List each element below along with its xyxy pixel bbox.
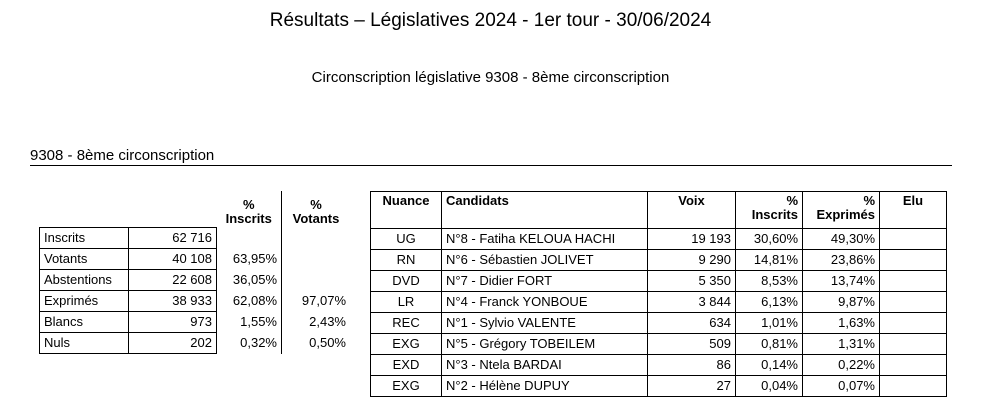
summary-body <box>40 228 351 354</box>
candidate-pct-inscrits: 6,13% <box>736 292 803 313</box>
candidate-nuance: RN <box>371 250 442 271</box>
candidate-pct-inscrits: 0,04% <box>736 376 803 397</box>
header-text: Votants <box>292 210 340 226</box>
candidate-row <box>371 271 947 292</box>
summary-pct-votants <box>282 270 351 291</box>
candidate-voix: 9 290 <box>648 250 736 271</box>
header-voix: Voix <box>648 192 736 229</box>
candidate-pct-exprimes: 0,22% <box>803 355 880 376</box>
candidate-nuance: LR <box>371 292 442 313</box>
summary-row <box>40 228 351 249</box>
summary-value: 22 608 <box>129 270 217 291</box>
candidate-elu <box>880 292 947 313</box>
summary-header-row <box>40 191 351 228</box>
candidate-name: N°5 - Grégory TOBEILEM <box>442 334 648 355</box>
summary-label: Exprimés <box>40 291 129 312</box>
candidates-header-row <box>371 192 947 229</box>
header-pct-inscrits <box>736 192 803 229</box>
summary-pct-inscrits: 0,32% <box>240 335 277 350</box>
candidates-table <box>370 191 947 397</box>
candidate-elu <box>880 313 947 334</box>
header-candidats: Candidats <box>442 192 648 229</box>
candidate-elu <box>880 229 947 250</box>
summary-pct-votants <box>282 249 351 270</box>
candidate-nuance: REC <box>371 313 442 334</box>
summary-row <box>40 249 351 270</box>
header-elu: Elu <box>880 192 947 229</box>
header-text: % <box>863 193 875 208</box>
candidate-pct-inscrits: 1,01% <box>736 313 803 334</box>
summary-pct-inscrits <box>217 228 282 249</box>
candidate-pct-inscrits: 0,81% <box>736 334 803 355</box>
candidate-name: N°8 - Fatiha KELOUA HACHI <box>442 229 648 250</box>
summary-row <box>40 270 351 291</box>
candidate-name: N°3 - Ntela BARDAI <box>442 355 648 376</box>
candidate-row <box>371 250 947 271</box>
candidate-name: N°6 - Sébastien JOLIVET <box>442 250 648 271</box>
candidate-pct-exprimes: 0,07% <box>803 376 880 397</box>
candidate-pct-inscrits: 8,53% <box>736 271 803 292</box>
candidate-name: N°1 - Sylvio VALENTE <box>442 313 648 334</box>
candidate-pct-inscrits: 14,81% <box>736 250 803 271</box>
summary-row <box>40 312 351 333</box>
header-text: Exprimés <box>816 207 875 222</box>
summary-header-empty <box>40 191 129 228</box>
candidate-pct-exprimes: 1,63% <box>803 313 880 334</box>
summary-table <box>39 191 350 354</box>
candidate-pct-exprimes: 9,87% <box>803 292 880 313</box>
section-title: 9308 - 8ème circonscription <box>30 147 952 166</box>
summary-label: Votants <box>40 249 129 270</box>
candidates-body <box>371 229 947 397</box>
page-title: Résultats – Législatives 2024 - 1er tour - 30/06/2024 <box>269 10 712 31</box>
candidate-row <box>371 355 947 376</box>
summary-row <box>40 291 351 312</box>
candidate-pct-exprimes: 1,31% <box>803 334 880 355</box>
candidate-row <box>371 334 947 355</box>
header-text: Inscrits <box>751 207 798 222</box>
candidate-pct-exprimes: 49,30% <box>803 229 880 250</box>
candidate-pct-exprimes: 23,86% <box>803 250 880 271</box>
summary-value: 973 <box>129 312 217 333</box>
header-pct-exprimes <box>803 192 880 229</box>
candidate-pct-inscrits: 0,14% <box>736 355 803 376</box>
summary-pct-inscrits: 1,55% <box>240 314 277 329</box>
summary-header-pct-votants <box>282 191 351 228</box>
header-text: % <box>786 193 798 208</box>
candidate-elu <box>880 271 947 292</box>
summary-pct-inscrits: 36,05% <box>232 272 277 287</box>
candidate-nuance: DVD <box>371 271 442 292</box>
summary-label: Blancs <box>40 312 129 333</box>
candidate-name: N°7 - Didier FORT <box>442 271 648 292</box>
candidate-voix: 634 <box>648 313 736 334</box>
candidate-elu <box>880 334 947 355</box>
page-subtitle: Circonscription législative 9308 - 8ème circonscription <box>311 69 670 86</box>
header-text: % <box>310 196 322 212</box>
candidate-pct-exprimes: 13,74% <box>803 271 880 292</box>
candidate-elu <box>880 355 947 376</box>
candidate-voix: 5 350 <box>648 271 736 292</box>
candidate-row <box>371 229 947 250</box>
summary-pct-votants: 2,43% <box>282 312 351 333</box>
candidate-nuance: UG <box>371 229 442 250</box>
summary-pct-inscrits: 63,95% <box>232 251 277 266</box>
summary-value: 202 <box>129 333 217 354</box>
summary-label: Abstentions <box>40 270 129 291</box>
summary-pct-votants <box>282 228 351 249</box>
candidate-row <box>371 292 947 313</box>
candidate-nuance: EXG <box>371 376 442 397</box>
summary-header-empty <box>129 191 217 228</box>
header-nuance: Nuance <box>371 192 442 229</box>
candidate-voix: 86 <box>648 355 736 376</box>
summary-row <box>40 333 351 354</box>
summary-pct-inscrits: 62,08% <box>232 293 277 308</box>
summary-label: Inscrits <box>40 228 129 249</box>
candidate-voix: 3 844 <box>648 292 736 313</box>
candidate-row <box>371 313 947 334</box>
candidate-name: N°2 - Hélène DUPUY <box>442 376 648 397</box>
candidate-voix: 509 <box>648 334 736 355</box>
candidate-row <box>371 376 947 397</box>
header-text: % <box>242 196 255 212</box>
summary-value: 38 933 <box>129 291 217 312</box>
summary-pct-votants: 97,07% <box>282 291 351 312</box>
summary-value: 40 108 <box>129 249 217 270</box>
header-text: Inscrits <box>225 210 272 226</box>
summary-header-pct-inscrits <box>217 191 282 228</box>
candidate-nuance: EXG <box>371 334 442 355</box>
candidate-elu <box>880 250 947 271</box>
candidate-voix: 19 193 <box>648 229 736 250</box>
candidate-voix: 27 <box>648 376 736 397</box>
candidate-pct-inscrits: 30,60% <box>736 229 803 250</box>
candidate-nuance: EXD <box>371 355 442 376</box>
candidate-name: N°4 - Franck YONBOUE <box>442 292 648 313</box>
summary-label: Nuls <box>40 333 129 354</box>
summary-pct-votants: 0,50% <box>282 333 351 354</box>
summary-value: 62 716 <box>129 228 217 249</box>
candidate-elu <box>880 376 947 397</box>
